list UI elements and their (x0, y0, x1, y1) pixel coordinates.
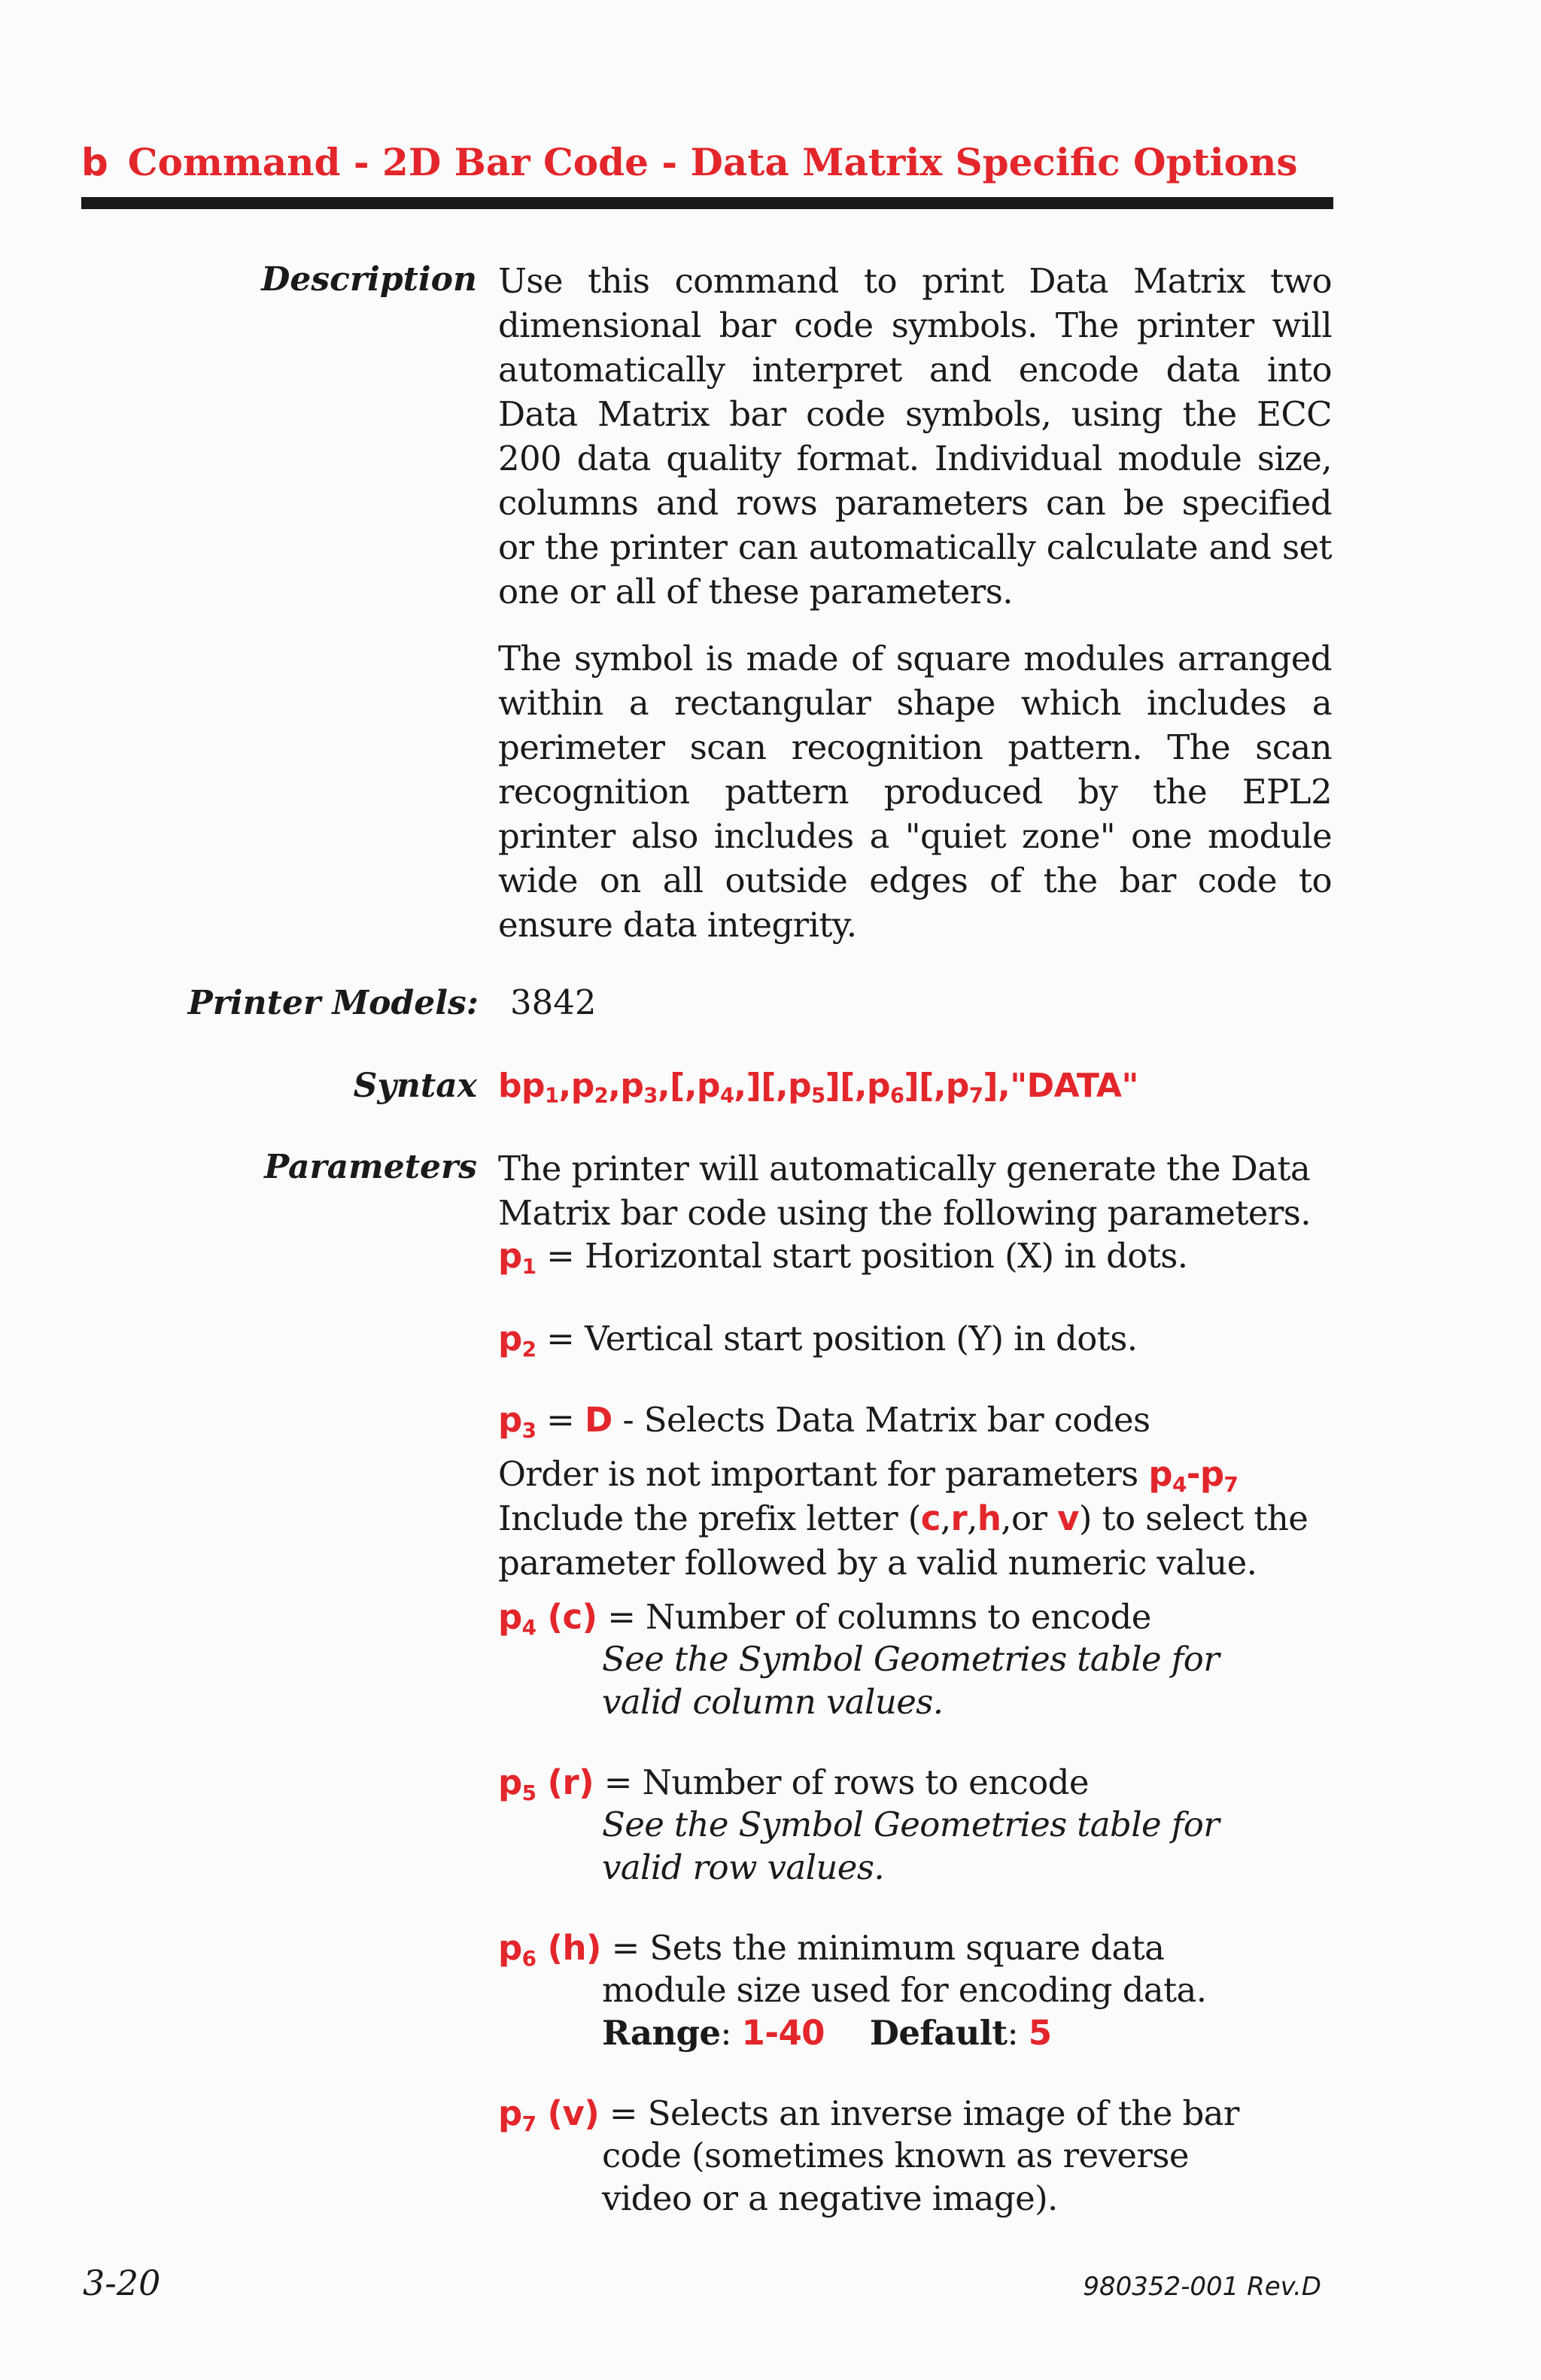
p5-note-1: See the Symbol Geometries table for (602, 1805, 1220, 1844)
printer-models-value: 3842 (510, 982, 597, 1022)
description-paragraph-2: The symbol is made of square modules arranged within a rectangular shape which includes a perimeter scan recognition pattern. The scan recognition pattern produced by the EPL2 printer also includes a "quiet zone" one module wide on all outside edges of the bar code to ensure data integrity. (498, 639, 1332, 945)
page-title (81, 140, 1330, 184)
param-p2: $p_2$ = Vertical start position (Y) in dots. (498, 1319, 1138, 1362)
param-p1: $p_1$ = Horizontal start position (X) in dots. (498, 1236, 1188, 1279)
command-letter: b (81, 141, 108, 184)
parameters-intro-2: Matrix bar code using the following parameters. (498, 1193, 1311, 1233)
page-number: 3-20 (83, 2263, 161, 2303)
p4-note-1: See the Symbol Geometries table for (602, 1639, 1220, 1679)
description-paragraph-1: Use this command to print Data Matrix two dimensional bar code symbols. The printer will automatically interpret and encode data into Data Matrix bar code symbols, using the ECC 200 data quality format. Individual module size, columns and rows parameters can be specified or the printer can automatically calculate and set one or all of these parameters. (498, 261, 1332, 612)
param-p5: $p_5$ (r) = Number of rows to encode (498, 1762, 1089, 1805)
p6-range-default: Range: 1-40 Default: 5 (602, 2013, 1052, 2053)
order-note: Order is not important for parameters $p_4-p_7$ (498, 1454, 1239, 1497)
p7-line-2: code (sometimes known as reverse (602, 2136, 1189, 2175)
printer-models-label: Printer Models: (187, 984, 479, 1022)
syntax-command: $bp_1,p_2,p_3,[,p_4,][,p_5][,p_6][,p_7],"DATA$" (498, 1067, 1138, 1108)
syntax-label: Syntax (353, 1067, 477, 1105)
param-p6: $p_6$ (h) = Sets the minimum square data (498, 1928, 1165, 1971)
p6-line-2: module size used for encoding data. (602, 1970, 1207, 2010)
param-p3: $p_3 = D$ - Selects Data Matrix bar codes (498, 1400, 1150, 1443)
description-label: Description (261, 260, 477, 299)
p4-note-2: valid column values. (602, 1682, 944, 1722)
prefix-note: Include the prefix letter (c,r,h,or v) to select the (498, 1498, 1308, 1538)
p7-line-3: video or a negative image). (602, 2178, 1058, 2218)
title-text: Command - 2D Bar Code - Data Matrix Specific Options (127, 140, 1298, 184)
heading-rule (81, 197, 1333, 209)
param-p7: $p_7$ (v) = Selects an inverse image of the bar (498, 2093, 1239, 2136)
parameters-intro-1: The printer will automatically generate the Data (498, 1149, 1311, 1188)
parameters-label: Parameters (264, 1148, 477, 1186)
prefix-note-2: parameter followed by a valid numeric value. (498, 1543, 1257, 1583)
p5-note-2: valid row values. (602, 1847, 885, 1887)
document-number: 980352-001 Rev.D (1083, 2272, 1321, 2302)
param-p4: $p_4$ (c) = Number of columns to encode (498, 1597, 1151, 1640)
